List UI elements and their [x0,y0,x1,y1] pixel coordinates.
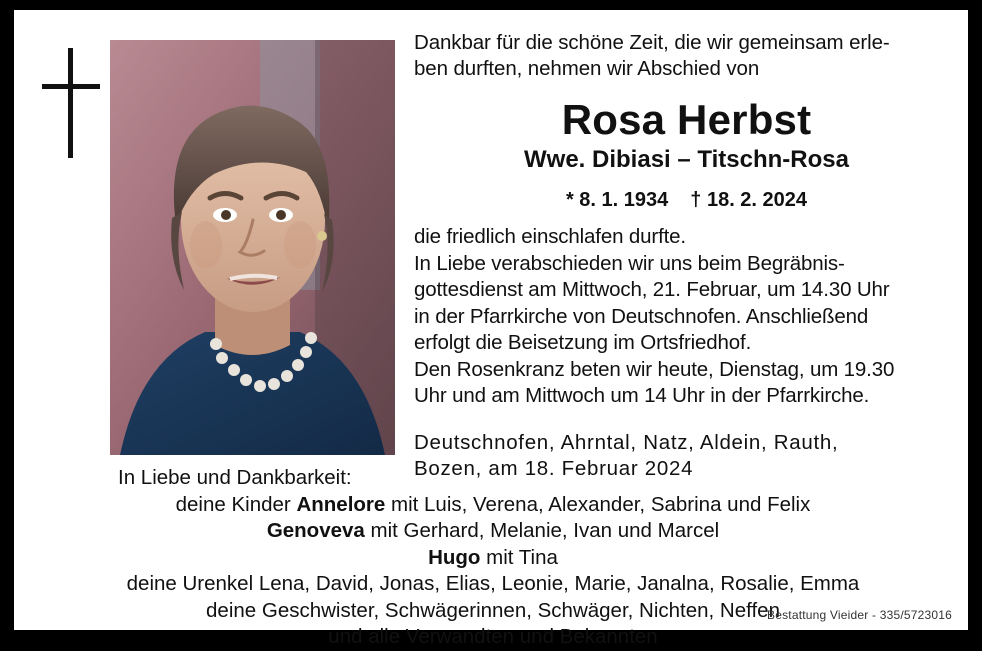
cross-vertical-bar [68,48,73,158]
obituary-card [14,10,968,648]
cross-horizontal-bar [42,84,100,89]
family-siblings: deine Geschwister, Schwägerinnen, Schwäger, Nichten, Neffen [206,598,780,622]
child2-rest: mit Gerhard, Melanie, Ivan und Marcel [364,519,720,542]
service-line: gottesdienst am Mittwoch, 21. Februar, um 14.30 Uhr [414,278,890,301]
funeral-home-credit: Bestattung Vieider - 335/5723016 [767,608,952,622]
child-name-hugo: Hugo [428,545,481,569]
family-others: und alle Verwandten und Bekannten [328,625,658,648]
child-name-annelore: Annelore [296,492,386,516]
deceased-name: Rosa Herbst [561,96,812,143]
family-children-3 [28,545,958,572]
children-prefix: deine Kinder [175,492,297,516]
service-line: Uhr und am Mittwoch um 14 Uhr in der Pfarrkirche. [414,384,870,407]
child1-rest: mit Luis, Verena, Alexander, Sabrina und Felix [385,492,811,516]
service-line: die friedlich einschlafen durfte. [414,225,686,248]
family-block [28,465,958,651]
birth-date: * 8. 1. 1934 [565,189,669,211]
places-line-1: Deutschnofen, Ahrntal, Natz, Aldein, Rauth, [414,430,839,454]
intro-line-1: Dankbar für die schöne Zeit, die wir gemeinsam erle- [414,31,890,54]
family-heading: In Liebe und Dankbarkeit: [118,466,352,489]
child-name-genoveva: Genoveva [266,519,365,542]
service-line: Den Rosenkranz beten wir heute, Dienstag, um 19.30 [414,357,895,381]
family-children-1 [28,492,958,519]
family-children-2 [28,518,958,545]
family-grandchildren: deine Urenkel Lena, David, Jonas, Elias, Leonie, Marie, Janalna, Rosalie, Emma [126,572,860,595]
places-line-2: Bozen, am 18. Februar 2024 [414,457,694,480]
intro-text [414,30,959,82]
life-dates [414,188,959,212]
cross-icon [42,48,100,158]
child3-rest: mit Tina [480,545,558,569]
service-line: in der Pfarrkirche von Deutschnofen. Anschließend [414,304,869,328]
service-line: erfolgt die Beisetzung im Ortsfriedhof. [414,331,752,354]
service-details [414,224,959,410]
service-line: In Liebe verabschieden wir uns beim Begräbnis- [414,251,845,275]
intro-line-2: ben durften, nehmen wir Abschied von [414,57,760,80]
deceased-subname: Wwe. Dibiasi – Titschn-Rosa [524,146,849,173]
death-date: † 18. 2. 2024 [690,189,808,211]
portrait-photo [110,40,395,455]
main-text-column [414,30,959,483]
